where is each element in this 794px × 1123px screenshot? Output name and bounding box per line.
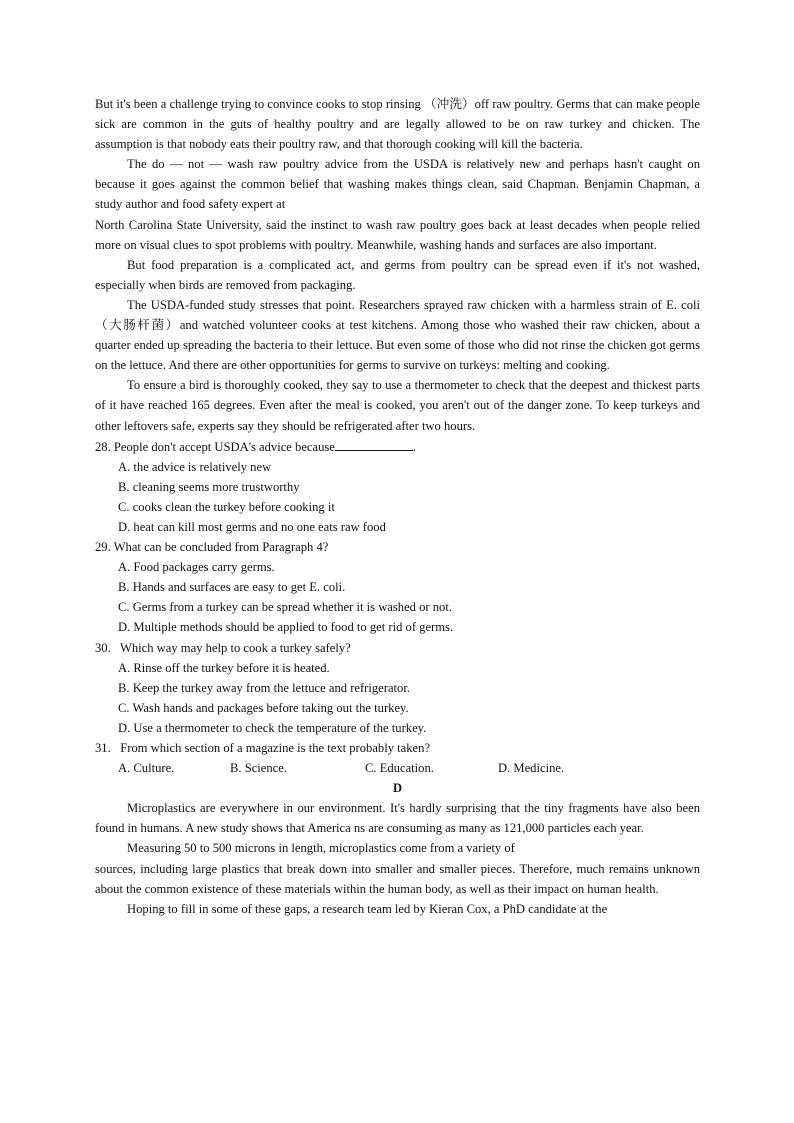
question-30-option-a: A. Rinse off the turkey before it is heated. (118, 660, 330, 675)
passage-c-paragraph-3: But food preparation is a complicated act, and germs from poultry can be spread even if it's not washed, especially when birds are removed from packaging. (95, 257, 700, 292)
passage-d-paragraph-2: Measuring 50 to 500 microns in length, microplastics come from a variety of (127, 841, 515, 856)
question-31-option-c: C. Education. (365, 761, 434, 776)
question-28-option-b: B. cleaning seems more trustworthy (118, 479, 300, 494)
answer-blank (335, 436, 413, 451)
question-29-stem: 29. What can be concluded from Paragraph 4? (95, 540, 329, 555)
question-28-option-d: D. heat can kill most germs and no one eats raw food (118, 519, 386, 534)
question-28-option-a: A. the advice is relatively new (118, 459, 272, 474)
question-28-stem-end: . (412, 439, 417, 454)
passage-c-paragraph-5: To ensure a bird is thoroughly cooked, they say to use a thermometer to check that the deepest and thickest parts of it have reached 165 degrees. Even after the meal is cooked, you aren't out of the danger zone. To keep turkeys and other leftovers safe, experts say they should be refrigerated after two hours. (95, 378, 700, 433)
passage-c-paragraph-2-continued: North Carolina State University, said the instinct to wash raw poultry goes back at least decades when people relied more on visual clues to spot problems with poultry. Meanwhile, washing hands and surfaces are also important. (95, 217, 700, 252)
passage-d-paragraph-2-continued: sources, including large plastics that break down into smaller and smaller pieces. Therefore, much remains unknown about the common existence of these materials within the human body, as well as their impact on human health. (95, 861, 700, 896)
question-29-option-b: B. Hands and surfaces are easy to get E. coli. (118, 580, 346, 595)
question-28-option-c: C. cooks clean the turkey before cooking it (118, 499, 335, 514)
question-31-option-b: B. Science. (230, 761, 288, 776)
question-31-stem: 31. From which section of a magazine is the text probably taken? (95, 741, 431, 755)
passage-d-paragraph-1: Microplastics are everywhere in our environment. It's hardly surprising that the tiny fragments have also been found in humans. A new study shows that America ns are consuming as many as 121,000 particles each year. (95, 801, 700, 836)
question-30-stem: 30. Which way may help to cook a turkey safely? (95, 640, 351, 655)
question-29-option-a: A. Food packages carry germs. (118, 560, 275, 575)
question-31-options (95, 758, 700, 778)
question-28 (95, 436, 700, 457)
document-content (95, 94, 700, 919)
question-30-option-d: D. Use a thermometer to check the temperature of the turkey. (118, 720, 427, 735)
question-31-option-a: A. Culture. (118, 761, 175, 776)
question-31-option-d: D. Medicine. (498, 761, 565, 776)
passage-c-paragraph-2: The do — not — wash raw poultry advice from the USDA is relatively new and perhaps hasn't caught on because it goes against the common belief that washing makes things clean, said Chapman. Benjamin Chapman, a study author and food safety expert at (95, 157, 700, 212)
passage-c-paragraph-1: But it's been a challenge trying to convince cooks to stop rinsing （冲洗）off raw poultry. Germs that can make people sick are common in the guts of healthy poultry and are legally allowed to be on raw turkey and chicken. The assumption is that nobody eats their poultry raw, and that thorough cooking will kill the bacteria. (95, 97, 700, 152)
question-28-stem: 28. People don't accept USDA's advice because (95, 439, 335, 454)
question-30-option-b: B. Keep the turkey away from the lettuce and refrigerator. (118, 680, 410, 695)
question-29-option-d: D. Multiple methods should be applied to food to get rid of germs. (118, 620, 454, 635)
passage-c-paragraph-4: The USDA-funded study stresses that point. Researchers sprayed raw chicken with a harmless strain of E. coli （大肠杆菌）and watched volunteer cooks at test kitchens. Among those who washed their raw chicken, about a quarter ended up spreading the bacteria to their lettuce. But even some of those who did not rinse the chicken got germs on the lettuce. And there are other opportunities for germs to survive on turkeys: melting and cooking. (95, 297, 700, 373)
section-heading-d: D (392, 781, 403, 796)
question-29-option-c: C. Germs from a turkey can be spread whether it is washed or not. (118, 600, 452, 615)
passage-d-paragraph-3: Hoping to fill in some of these gaps, a research team led by Kieran Cox, a PhD candidate at the (127, 901, 608, 916)
question-30-option-c: C. Wash hands and packages before taking out the turkey. (118, 700, 409, 715)
